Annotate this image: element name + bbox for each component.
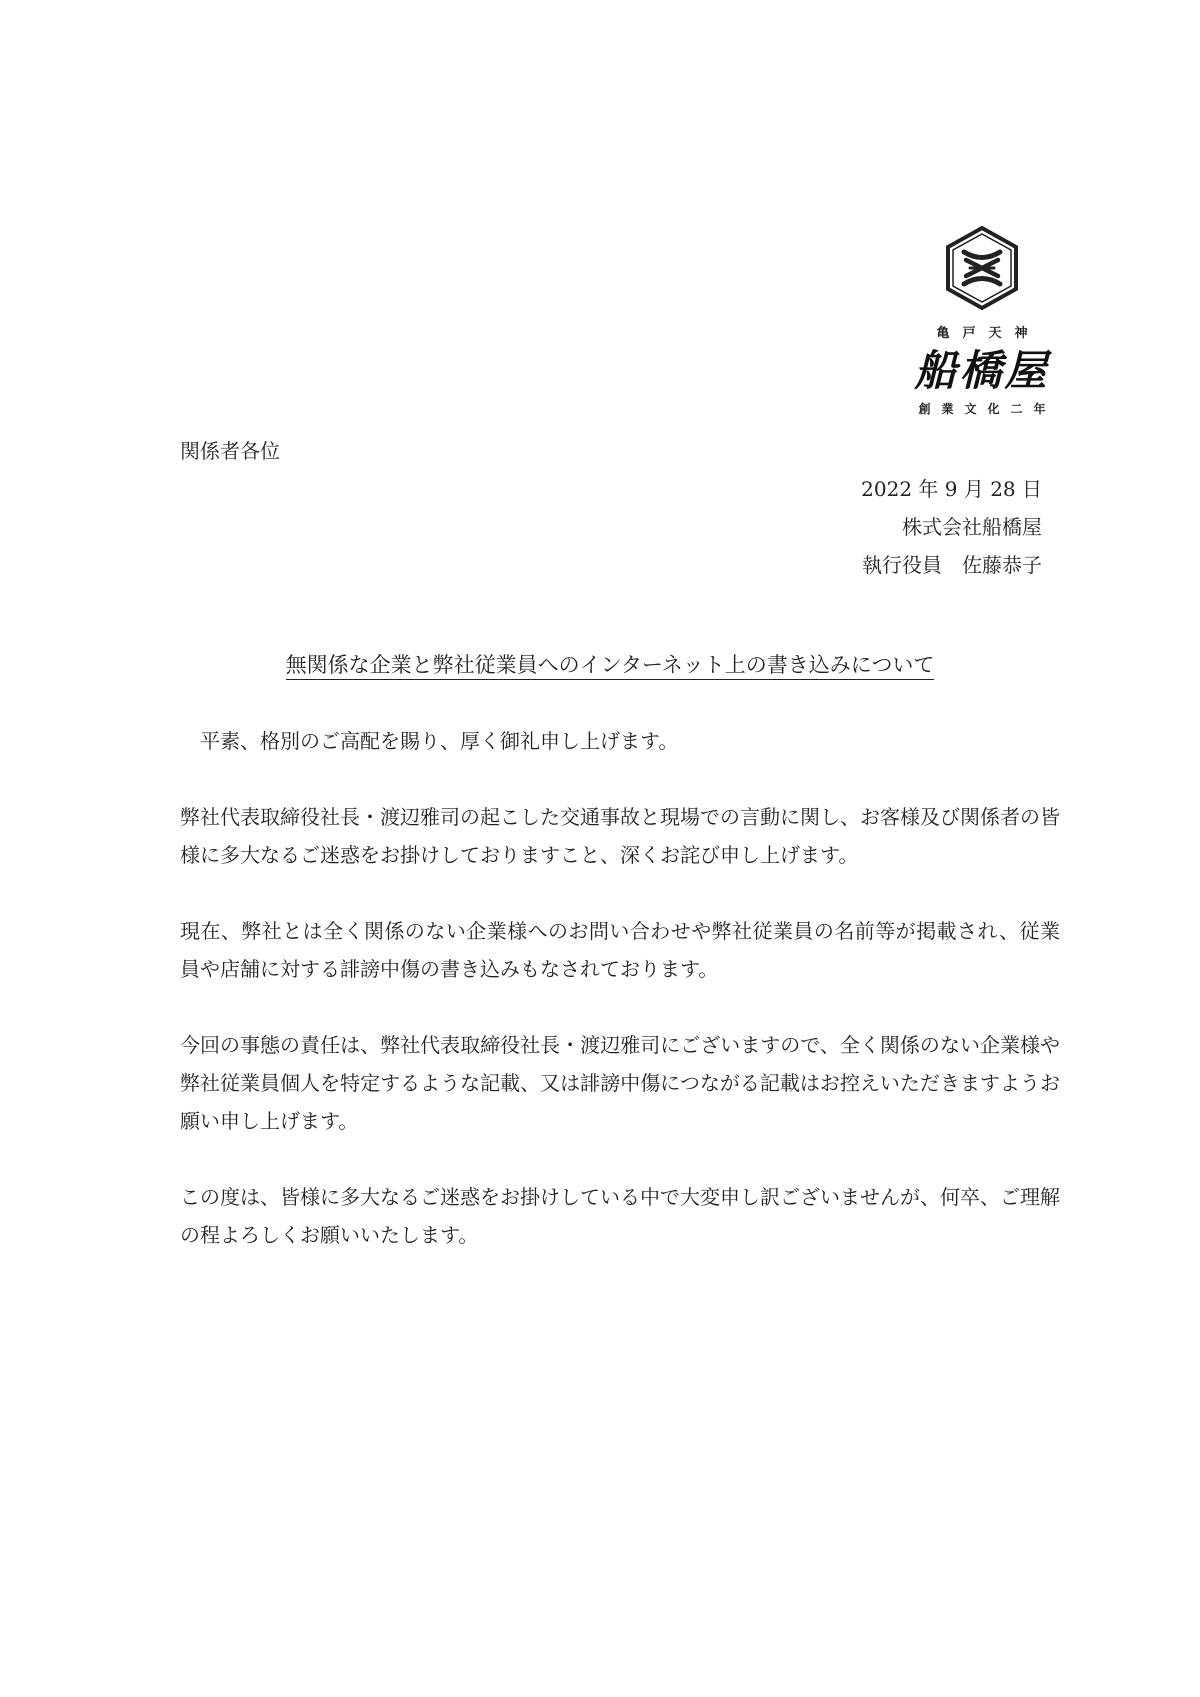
- company-name: 株式会社船橋屋: [902, 515, 1042, 539]
- letter-body: [180, 722, 1060, 1292]
- logo-name: 船橋屋: [914, 346, 1050, 395]
- subject-heading: [180, 650, 1040, 680]
- logo-tagline-top: 亀戸天神: [936, 326, 1041, 341]
- sender-block: [861, 470, 1042, 584]
- hexagon-crest-icon: [944, 225, 1020, 311]
- paragraph-apology: 弊社代表取締役社長・渡辺雅司の起こした交通事故と現場での言動に関し、お客様及び関係者の皆様に多大なるご迷惑をお掛けしておりますこと、深くお詫び申し上げます。: [180, 805, 1060, 867]
- paragraph-request: 今回の事態の責任は、弊社代表取締役社長・渡辺雅司にございますので、全く関係のない企業様や弊社従業員個人を特定するような記載、又は誹謗中傷につながる記載はお控えいただきますようお願い申し上げます。: [180, 1033, 1060, 1133]
- company-logo: [902, 225, 1062, 415]
- paragraph-situation: 現在、弊社とは全く関係のない企業様へのお問い合わせや弊社従業員の名前等が掲載され、従業員や店舗に対する誹謗中傷の書き込みもなされております。: [180, 919, 1060, 981]
- logo-tagline-bottom: 創業文化二年: [918, 402, 1057, 416]
- paragraph-closing: この度は、皆様に多大なるご迷惑をお掛けしている中で大変申し訳ございませんが、何卒、ご理解の程よろしくお願いいたします。: [180, 1185, 1060, 1247]
- letter-date: 2022 年 9 月 28 日: [861, 477, 1042, 501]
- subject-text: 無関係な企業と弊社従業員へのインターネット上の書き込みについて: [286, 653, 935, 680]
- signatory: 執行役員 佐藤恭子: [862, 553, 1042, 577]
- addressee: 関係者各位: [180, 439, 280, 463]
- paragraph-greeting: 平素、格別のご高配を賜り、厚く御礼申し上げます。: [200, 729, 679, 753]
